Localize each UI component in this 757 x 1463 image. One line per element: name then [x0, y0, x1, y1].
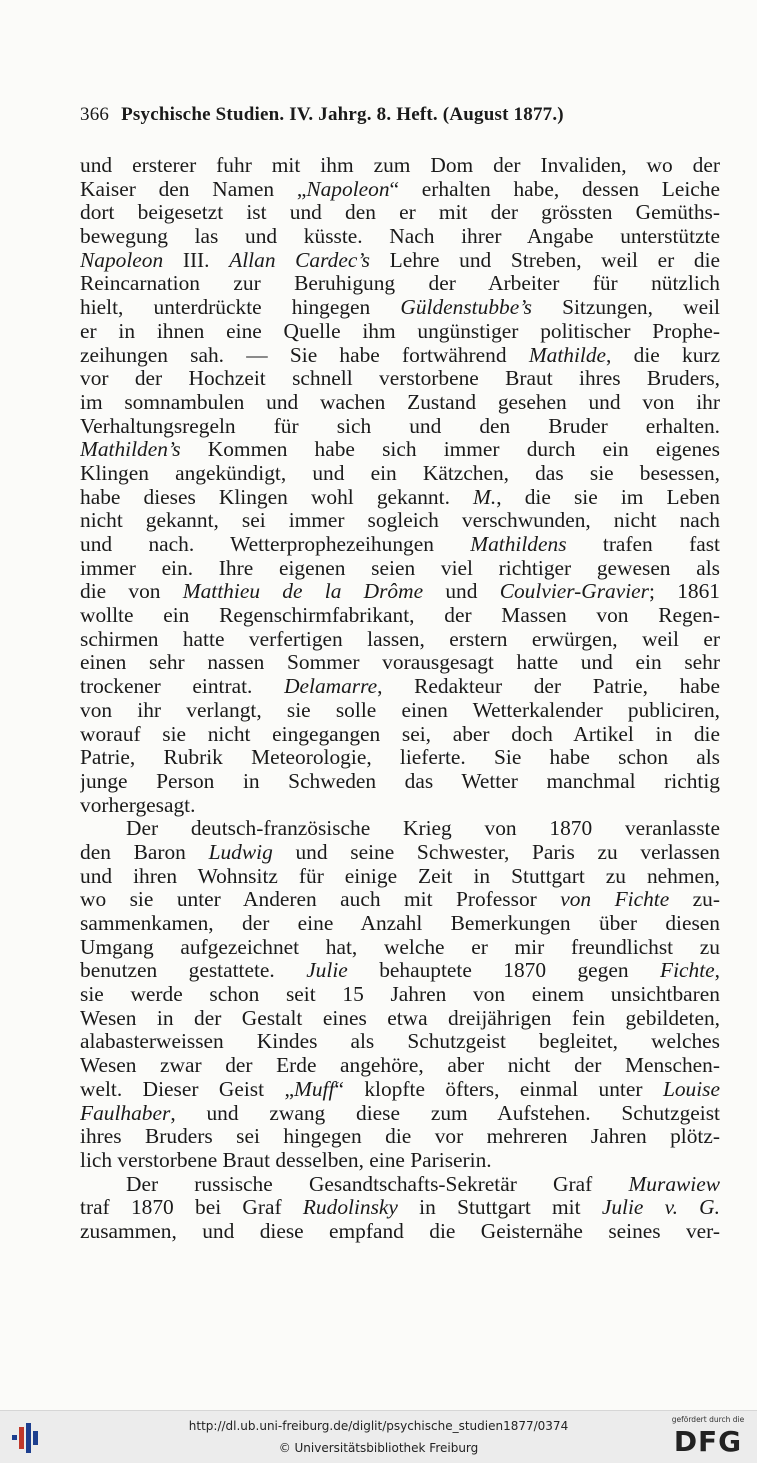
text-line: Der russische Gesandtschafts-Sekretär Graf Murawiew: [126, 1172, 720, 1196]
text-line: wollte ein Regenschirmfabrikant, der Massen von Regen-: [80, 604, 720, 628]
page-number: 366: [80, 104, 110, 125]
text-line: Kaiser den Namen „Napoleon“ erhalten habe, dessen Leiche: [80, 177, 720, 201]
text-line: die von Matthieu de la Drôme und Coulvier-Gravier; 1861: [80, 580, 720, 604]
text-line: einen sehr nassen Sommer vorausgesagt hatte und ein sehr: [80, 651, 720, 675]
text-line: lich verstorbene Braut desselben, eine Pariserin.: [80, 1148, 492, 1172]
viewer-footer-bar: [0, 1410, 757, 1463]
text-line: und ihren Wohnsitz für einige Zeit in Stuttgart zu nehmen,: [80, 864, 720, 888]
text-line: Faulhaber, und zwang diese zum Aufstehen. Schutzgeist: [80, 1101, 720, 1125]
text-line: bewegung las und küsste. Nach ihrer Angabe unterstützte: [80, 225, 720, 249]
text-line: nicht gekannt, sei immer sogleich verschwunden, nicht nach: [80, 509, 720, 533]
text-line: zusammen, und diese empfand die Geisternähe seines ver-: [80, 1219, 720, 1243]
text-line: traf 1870 bei Graf Rudolinsky in Stuttgart mit Julie v. G.: [80, 1196, 720, 1220]
running-title: Psychische Studien. IV. Jahrg. 8. Heft. (August 1877.): [121, 104, 564, 125]
text-line: Wesen in der Gestalt eines etwa dreijährigen fein gebildeten,: [80, 1006, 720, 1030]
running-header: [80, 104, 720, 126]
text-line: Reincarnation zur Beruhigung der Arbeiter für nützlich: [80, 272, 720, 296]
text-line: habe dieses Klingen wohl gekannt. M., die sie im Leben: [80, 485, 720, 509]
text-line: im somnambulen und wachen Zustand gesehen und von ihr: [80, 390, 720, 414]
text-line: sie werde schon seit 15 Jahren von einem unsichtbaren: [80, 983, 720, 1007]
text-line: alabasterweissen Kindes als Schutzgeist begleitet, welches: [80, 1030, 720, 1054]
text-line: Der deutsch-französische Krieg von 1870 veranlasste: [126, 817, 720, 841]
text-line: welt. Dieser Geist „Muff“ klopfte öfters, einmal unter Louise: [80, 1077, 720, 1101]
text-line: worauf sie nicht eingegangen sei, aber doch Artikel in die: [80, 722, 720, 746]
text-line: er in ihnen eine Quelle ihm ungünstiger politischer Prophe-: [80, 319, 720, 343]
text-line: zeihungen sah. — Sie habe fortwährend Mathilde, die kurz: [80, 343, 720, 367]
dfg-logo-text: DFG: [673, 1425, 743, 1458]
text-line: ihres Bruders sei hingegen die vor mehreren Jahren plötz-: [80, 1125, 720, 1149]
text-line: junge Person in Schweden das Wetter manchmal richtig: [80, 769, 720, 793]
text-line: von ihr verlangt, sie solle einen Wetterkalender publiciren,: [80, 698, 720, 722]
text-line: dort beigesetzt ist und den er mit der grössten Gemüths-: [80, 201, 720, 225]
text-line: Umgang aufgezeichnet hat, welche er mir freundlichst zu: [80, 935, 720, 959]
text-line: Patrie, Rubrik Meteorologie, lieferte. Sie habe schon als: [80, 746, 720, 770]
text-line: vor der Hochzeit schnell verstorbene Braut ihres Bruders,: [80, 367, 720, 391]
text-line: Mathilden’s Kommen habe sich immer durch ein eigenes: [80, 438, 720, 462]
source-url-link[interactable]: http://dl.ub.uni-freiburg.de/diglit/psychische_studien1877/0374: [188, 1419, 569, 1433]
text-line: sammenkamen, der eine Anzahl Bemerkungen über diesen: [80, 912, 720, 935]
copyright-notice: © Universitätsbibliothek Freiburg: [278, 1441, 479, 1455]
body-text: [80, 154, 720, 1244]
text-line: und ersterer fuhr mit ihm zum Dom der Invaliden, wo der: [80, 154, 720, 177]
text-line: wo sie unter Anderen auch mit Professor von Fichte zu-: [80, 888, 720, 912]
text-line: immer ein. Ihre eigenen seien viel richtiger gewesen als: [80, 556, 720, 580]
text-line: schirmen hatte verfertigen lassen, erstern erwürgen, weil er: [80, 627, 720, 651]
text-line: Klingen angekündigt, und ein Kätzchen, das sie besessen,: [80, 461, 720, 485]
dfg-logo: [664, 1415, 752, 1461]
text-line: Napoleon III. Allan Cardec’s Lehre und Streben, weil er die: [80, 248, 720, 272]
dfg-caption: gefördert durch die: [671, 1415, 745, 1424]
text-line: trockener eintrat. Delamarre, Redakteur der Patrie, habe: [80, 675, 720, 699]
text-line: hielt, unterdrückte hingegen Güldenstubbe’s Sitzungen, weil: [80, 296, 720, 320]
text-line: vorhergesagt.: [80, 793, 196, 817]
text-line: Wesen zwar der Erde angehöre, aber nicht der Menschen-: [80, 1054, 720, 1078]
text-line: den Baron Ludwig und seine Schwester, Paris zu verlassen: [80, 840, 720, 864]
text-line: Verhaltungsregeln für sich und den Bruder erhalten.: [80, 414, 720, 438]
text-line: und nach. Wetterprophezeihungen Mathildens trafen fast: [80, 533, 720, 556]
text-line: benutzen gestattete. Julie behauptete 1870 gegen Fichte,: [80, 959, 720, 983]
